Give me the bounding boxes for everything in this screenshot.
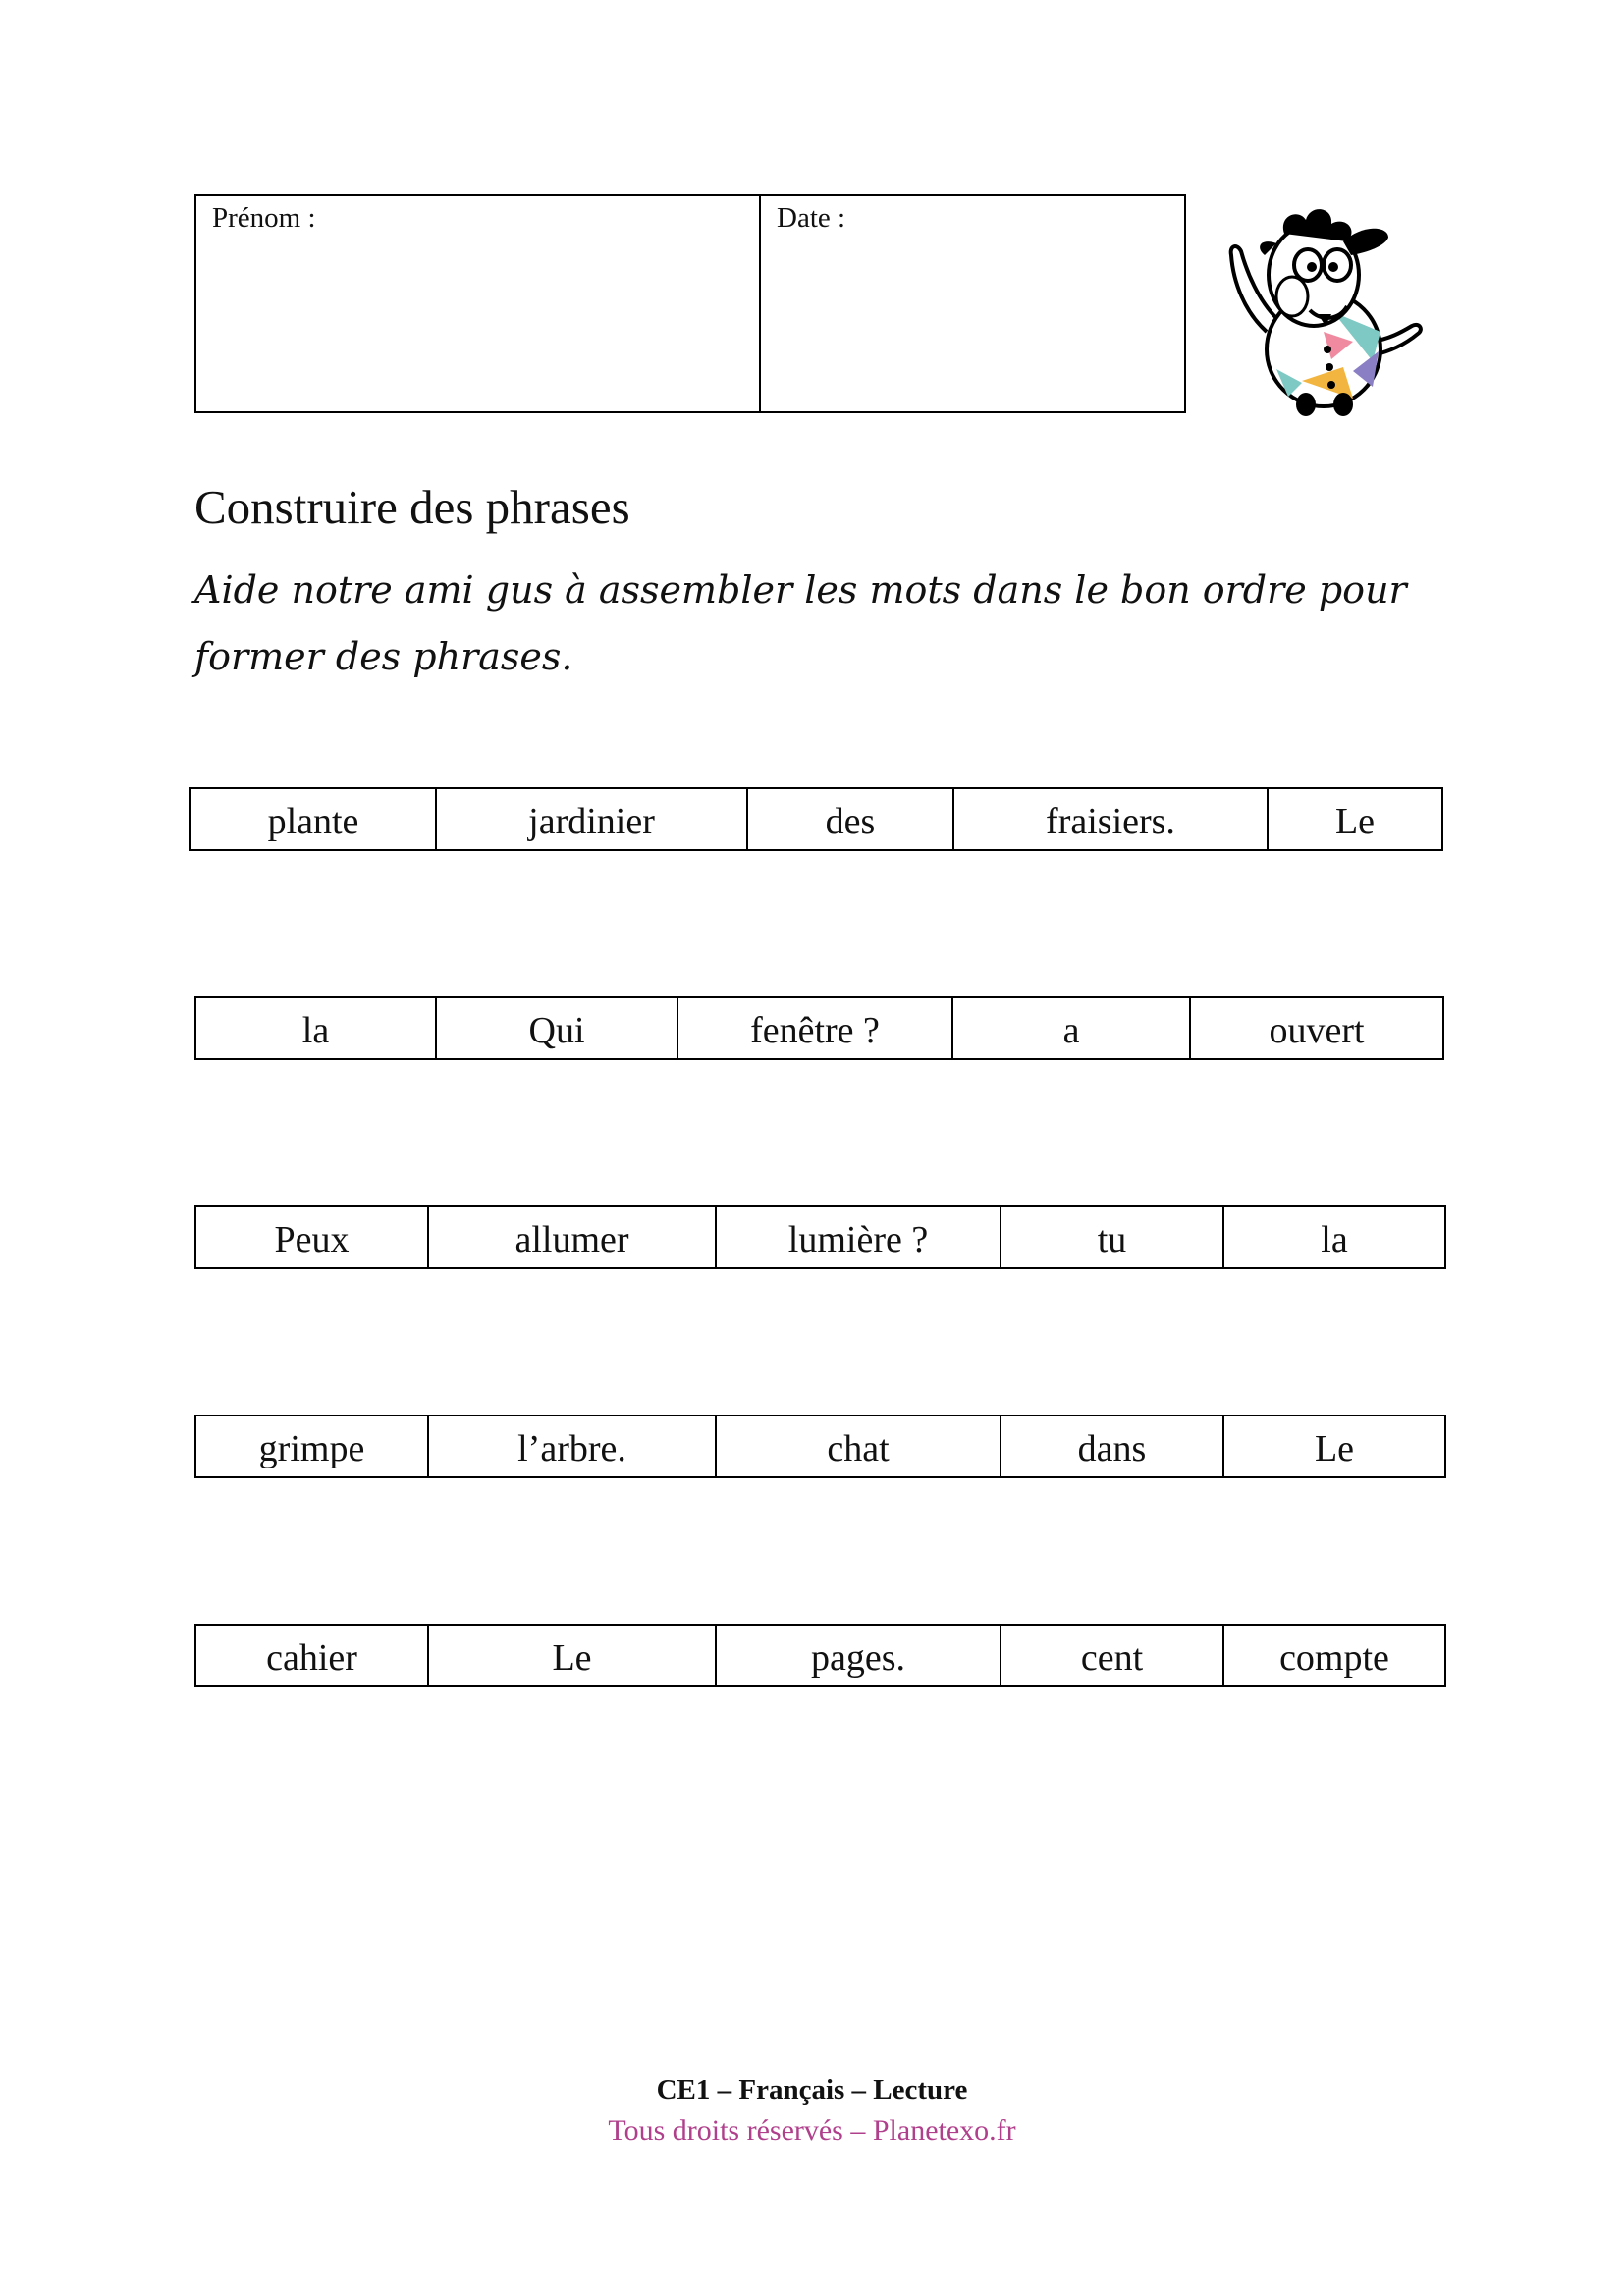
word-card[interactable]: jardinier — [437, 789, 748, 849]
word-card[interactable]: Le — [429, 1626, 717, 1685]
word-row — [194, 996, 1444, 1060]
footer-course: CE1 – Français – Lecture — [656, 2074, 968, 2106]
word-row — [194, 1624, 1446, 1687]
first-name-label: Prénom : — [212, 202, 316, 234]
date-field[interactable] — [761, 196, 1184, 411]
word-card[interactable]: ouvert — [1269, 1009, 1365, 1051]
word-row — [194, 1205, 1446, 1269]
first-name-field[interactable] — [196, 196, 761, 411]
page-title: Construire des phrases — [194, 480, 630, 534]
word-card[interactable]: allumer — [429, 1207, 717, 1267]
footer-copyright-link[interactable]: Tous droits réservés – Planetexo.fr — [608, 2114, 1016, 2147]
word-row — [189, 787, 1443, 851]
student-info-box — [194, 194, 1186, 413]
word-card[interactable]: des — [748, 789, 954, 849]
word-card[interactable]: tu — [1001, 1207, 1224, 1267]
word-card[interactable]: pages. — [717, 1626, 1001, 1685]
word-card[interactable]: grimpe — [196, 1416, 429, 1476]
word-card[interactable]: plante — [191, 789, 437, 849]
word-card[interactable]: cent — [1001, 1626, 1224, 1685]
word-row — [194, 1415, 1446, 1478]
word-card[interactable]: fenêtre ? — [678, 998, 953, 1058]
word-card[interactable]: la — [1321, 1218, 1348, 1260]
instruction-text: Aide notre ami gus à assembler les mots dans le bon ordre pour former des phrases. — [194, 568, 1407, 678]
word-card[interactable]: lumière ? — [717, 1207, 1001, 1267]
word-card[interactable]: l’arbre. — [429, 1416, 717, 1476]
date-label: Date : — [777, 202, 846, 234]
word-card[interactable]: Qui — [437, 998, 678, 1058]
word-card[interactable]: compte — [1279, 1636, 1389, 1679]
word-card[interactable]: fraisiers. — [954, 789, 1269, 849]
word-card[interactable]: Le — [1314, 1427, 1355, 1469]
word-card[interactable]: Peux — [196, 1207, 429, 1267]
word-card[interactable]: la — [196, 998, 437, 1058]
word-card[interactable]: chat — [717, 1416, 1001, 1476]
word-card[interactable]: dans — [1001, 1416, 1224, 1476]
word-card[interactable]: Le — [1334, 800, 1376, 842]
cartoon-sheep-mascot-icon — [1216, 194, 1432, 420]
word-card[interactable]: cahier — [196, 1626, 429, 1685]
word-card[interactable]: a — [953, 998, 1191, 1058]
